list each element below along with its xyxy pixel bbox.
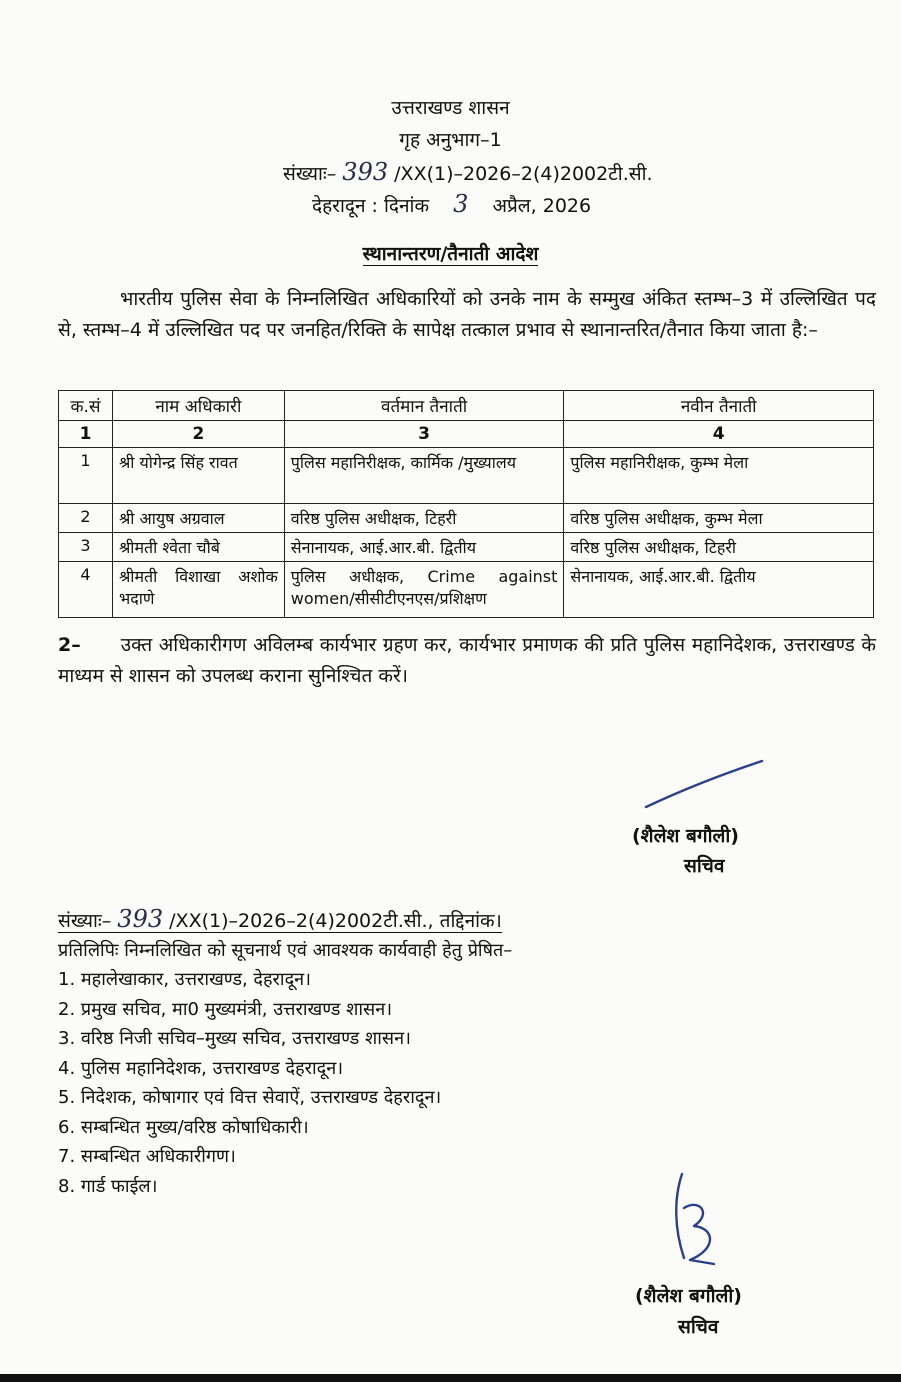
paragraph-2-number: 2– xyxy=(58,634,81,656)
cell-sno: 4 xyxy=(59,562,113,618)
copy-number-line xyxy=(58,905,502,933)
colnum-2: 2 xyxy=(112,421,284,448)
header-name: नाम अधिकारी xyxy=(112,391,284,421)
signature-mark xyxy=(660,1168,730,1273)
list-item: 5. निदेशक, कोषागार एवं वित्त सेवाऐं, उत्तराखण्ड देहरादून। xyxy=(58,1087,442,1108)
date-suffix: अप्रैल, 2026 xyxy=(492,195,592,217)
table-header-row xyxy=(59,391,874,421)
date-prefix: देहरादून : दिनांक xyxy=(312,195,430,217)
copy-number-handwritten: 393 xyxy=(117,905,164,933)
cell-name: श्रीमती विशाखा अशोक भदाणे xyxy=(112,562,284,618)
header-sno: क.सं xyxy=(59,391,113,421)
cell-new: वरिष्ठ पुलिस अधीक्षक, टिहरी xyxy=(564,533,874,562)
copy-intro: प्रतिलिपिः निम्नलिखित को सूचनार्थ एवं आवश्यक कार्यवाही हेतु प्रेषित– xyxy=(58,940,513,961)
copy-number xyxy=(58,905,502,933)
cell-sno: 3 xyxy=(59,533,113,562)
cell-sno: 1 xyxy=(59,448,113,504)
cell-current: पुलिस अधीक्षक, Crime against women/सीसीटीएनएस/प्रशिक्षण xyxy=(284,562,564,618)
intro-paragraph: भारतीय पुलिस सेवा के निम्नलिखित अधिकारियों को उनके नाम के सम्मुख अंकित स्तम्भ–3 में उल्लिखित पद से, स्तम्भ–4 में उल्लिखित पद पर जनहित/रिक्ति के सापेक्ष तत्काल प्रभाव से स्थानान्तरित/तैनात किया जाता है:– xyxy=(58,288,876,341)
list-item: 8. गार्ड फाईल। xyxy=(58,1175,158,1197)
cell-name: श्री योगेन्द्र सिंह रावत xyxy=(112,448,284,504)
cell-new: पुलिस महानिरीक्षक, कुम्भ मेला xyxy=(564,448,874,504)
list-item: 2. प्रमुख सचिव, मा0 मुख्यमंत्री, उत्तराखण्ड शासन। xyxy=(58,998,393,1020)
table-row xyxy=(59,533,874,562)
colnum-1: 1 xyxy=(59,421,113,448)
cell-current: वरिष्ठ पुलिस अधीक्षक, टिहरी xyxy=(284,504,564,533)
signatory-2-name: (शैलेश बगौली) xyxy=(635,1285,742,1307)
cell-name: श्रीमती श्वेता चौबे xyxy=(112,533,284,562)
colnum-3: 3 xyxy=(284,421,564,448)
table-colnum-row xyxy=(59,421,874,448)
signature-mark xyxy=(640,755,770,815)
section-name: गृह अनुभाग–1 xyxy=(399,129,502,151)
table-row xyxy=(59,504,874,533)
cell-new: वरिष्ठ पुलिस अधीक्षक, कुम्भ मेला xyxy=(564,504,874,533)
department-name: उत्तराखण्ड शासन xyxy=(391,97,510,119)
copy-number-prefix: संख्याः– xyxy=(58,910,112,932)
copy-number-suffix: /XX(1)–2026–2(4)2002टी.सी., तद्दिनांक। xyxy=(169,910,502,932)
list-item: 4. पुलिस महानिदेशक, उत्तराखण्ड देहरादून। xyxy=(58,1057,344,1079)
date-handwritten: 3 xyxy=(453,190,469,218)
signatory-1-designation: सचिव xyxy=(684,855,725,877)
order-number-handwritten: 393 xyxy=(342,158,389,186)
order-number-suffix: /XX(1)–2026–2(4)2002टी.सी. xyxy=(394,163,653,185)
order-number xyxy=(283,158,653,186)
header-new: नवीन तैनाती xyxy=(564,391,874,421)
cell-sno: 2 xyxy=(59,504,113,533)
list-item: 3. वरिष्ठ निजी सचिव–मुख्य सचिव, उत्तराखण्ड शासन। xyxy=(58,1028,411,1049)
cell-current: सेनानायक, आई.आर.बी. द्वितीय xyxy=(284,533,564,562)
cell-name: श्री आयुष अग्रवाल xyxy=(112,504,284,533)
transfer-table xyxy=(58,390,874,618)
cell-new: सेनानायक, आई.आर.बी. द्वितीय xyxy=(564,562,874,618)
order-date xyxy=(312,190,591,218)
cell-current: पुलिस महानिरीक्षक, कार्मिक /मुख्यालय xyxy=(284,448,564,504)
list-item: 7. सम्बन्धित अधिकारीगण। xyxy=(58,1146,236,1167)
header-current: वर्तमान तैनाती xyxy=(284,391,564,421)
colnum-4: 4 xyxy=(564,421,874,448)
copy-list xyxy=(58,965,441,1201)
list-item: 1. महालेखाकार, उत्तराखण्ड, देहरादून। xyxy=(58,969,311,990)
table-row xyxy=(59,448,874,504)
list-item: 6. सम्बन्धित मुख्य/वरिष्ठ कोषाधिकारी। xyxy=(58,1116,309,1138)
order-title: स्थानान्तरण/तैनाती आदेश xyxy=(362,243,539,265)
signatory-1-name: (शैलेश बगौली) xyxy=(632,825,739,847)
paragraph-2 xyxy=(58,630,876,692)
order-number-prefix: संख्याः– xyxy=(283,163,337,185)
page-bottom-border xyxy=(0,1374,901,1382)
table-row xyxy=(59,562,874,618)
paragraph-2-text: उक्त अधिकारीगण अविलम्ब कार्यभार ग्रहण कर, कार्यभार प्रमाणक की प्रति पुलिस महानिदेशक, उत्तराखण्ड के माध्यम से शासन को उपलब्ध कराना सुनिश्चित करें। xyxy=(58,634,876,687)
signatory-2-designation: सचिव xyxy=(678,1316,719,1338)
